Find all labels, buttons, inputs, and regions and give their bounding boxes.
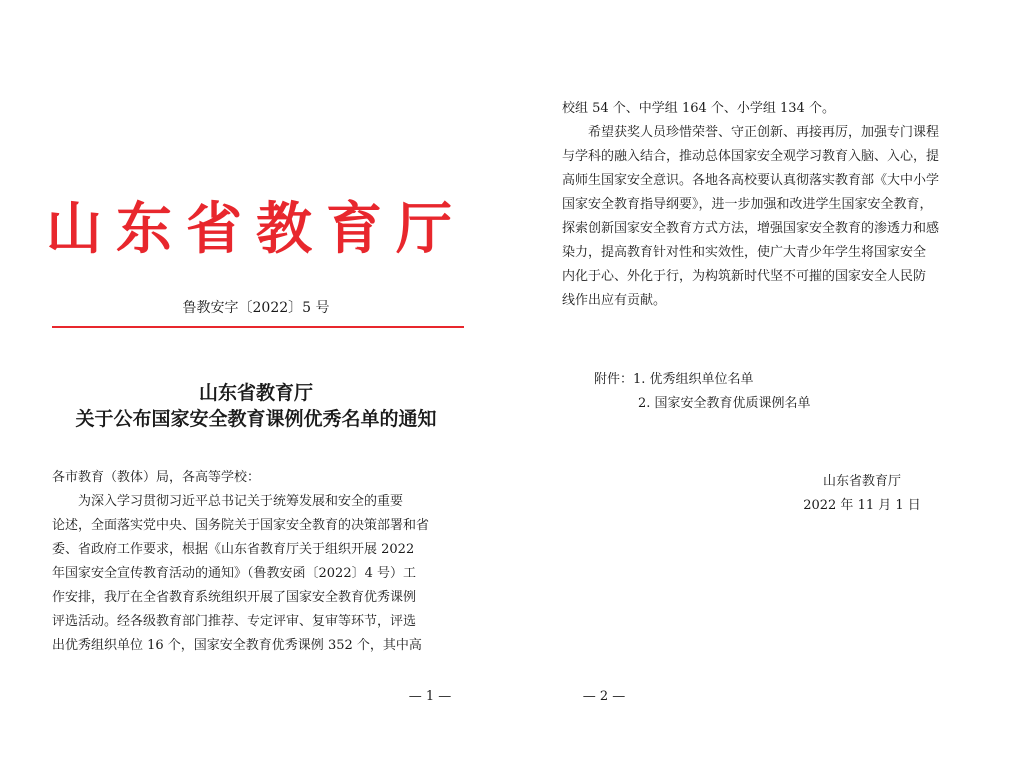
page-number-1: — 1 —: [408, 689, 452, 704]
paragraph-line: 委、省政府工作要求，根据《山东省教育厅关于组织开展 2022: [52, 542, 415, 557]
notice-title: [0, 380, 512, 432]
signature-block: [762, 470, 962, 518]
paragraph-line: 作安排，我厅在全省教育系统组织开展了国家安全教育优秀课例: [52, 590, 417, 605]
body-text-page-1: [52, 490, 472, 658]
salutation: [52, 466, 472, 490]
header-divider-line: [52, 326, 464, 328]
paragraph-line: 染力，提高教育针对性和实效性，使广大青少年学生将国家安全: [562, 245, 927, 260]
paragraph-line: 线作出应有贡献。: [562, 293, 667, 308]
page-number-2: — 2 —: [582, 689, 626, 704]
attachment-item: 附件：1. 优秀组织单位名单: [594, 372, 754, 387]
paragraph-line: 高师生国家安全意识。各地各高校要认真彻落实教育部《大中小学: [562, 173, 940, 188]
paragraph-line: 出优秀组织单位 16 个，国家安全教育优秀课例 352 个，其中高: [52, 638, 422, 653]
paragraph-line: 国家安全教育指导纲要》，进一步加强和改进学生国家安全教育，: [562, 197, 933, 212]
paragraph-line: 为深入学习贯彻习近平总书记关于统筹发展和安全的重要: [78, 494, 404, 509]
paragraph-line: 希望获奖人员珍惜荣誉、守正创新、再接再厉，加强专门课程: [588, 125, 940, 140]
notice-title-line-2: 关于公布国家安全教育课例优秀名单的通知: [75, 408, 437, 430]
salutation-text: 各市教育（教体）局，各高等学校：: [52, 470, 261, 485]
paragraph-line: 与学科的融入结合，推动总体国家安全观学习教育入脑、入心，提: [562, 149, 940, 164]
attachments-list: [594, 368, 994, 416]
signature-org: 山东省教育厅: [822, 474, 901, 489]
agency-header-title: 山东省教育厅: [46, 197, 466, 262]
paragraph-line: 年国家安全宣传教育活动的通知》（鲁教安函〔2022〕4 号）工: [52, 566, 416, 581]
paragraph-line: 内化于心、外化于行，为构筑新时代坚不可摧的国家安全人民防: [562, 269, 927, 284]
notice-title-line-1: 山东省教育厅: [198, 382, 313, 404]
document-number: 鲁教安字〔2022〕5 号: [182, 300, 330, 316]
paragraph-line: 论述，全面落实党中央、国务院关于国家安全教育的决策部署和省: [52, 518, 430, 533]
attachment-item: 2. 国家安全教育优质课例名单: [638, 396, 811, 411]
paragraph-line: 评选活动。经各级教育部门推荐、专定评审、复审等环节，评选: [52, 614, 417, 629]
paragraph-line: 探索创新国家安全教育方式方法，增强国家安全教育的渗透力和感: [562, 221, 940, 236]
paragraph-line: 校组 54 个、中学组 164 个、小学组 134 个。: [562, 101, 835, 116]
signature-date: 2022 年 11 月 1 日: [803, 498, 921, 513]
body-text-page-2: [562, 97, 992, 313]
document-page-2: [512, 0, 1024, 768]
